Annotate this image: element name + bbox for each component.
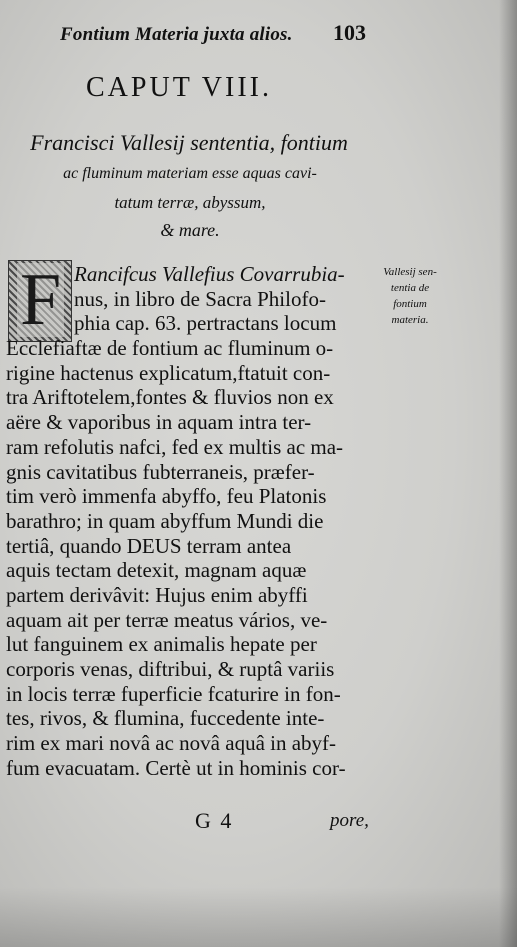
summary-line-4: & mare. <box>160 220 220 240</box>
body-line: tim verò immenfa abyffo, feu Platonis <box>6 484 327 509</box>
chapter-title: CAPUT VIII. <box>86 72 272 103</box>
running-head: Fontium Materia juxta alios. <box>60 24 293 45</box>
page-edge-shadow <box>499 0 517 947</box>
body-line: corporis venas, diftribui, & ruptâ variis <box>6 657 335 681</box>
summary-line-3: tatum terræ, abyssum, <box>114 193 266 212</box>
summary-line-1: Francisci Vallesij sententia, fontium <box>30 130 348 155</box>
body-line: barathro; in quam abyffum Mundi die <box>6 508 324 533</box>
body-line: aëre & vaporibus in aquam intra ter- <box>6 410 312 435</box>
body-text <box>6 262 366 780</box>
body-line: aquis tectam detexit, magnam aquæ <box>6 558 307 583</box>
margin-note <box>370 264 450 328</box>
body-line: tra Ariftotelem,fontes & fluvios non ex <box>6 385 334 410</box>
dropcap-letter: F <box>17 263 64 337</box>
page-bottom-shadow <box>0 887 517 947</box>
body-line: tertiâ, quando DEUS terram antea <box>6 533 292 558</box>
body-line: aquam ait per terræ meatus vários, ve- <box>6 607 328 632</box>
margin-note-line: Vallesij sen- <box>383 266 437 278</box>
body-line: gnis cavitatibus fubterraneis, præfer- <box>6 459 315 484</box>
catchword: pore, <box>330 810 369 831</box>
body-line: ram refolutis nafci, fed ex multis ac ma- <box>6 434 344 459</box>
body-line: lut fanguinem ex animalis hepate per <box>6 632 317 657</box>
body-line: Rancifcus Vallefius Covarrubia- <box>74 262 345 286</box>
summary-line-2: ac fluminum materiam esse aquas cavi- <box>63 165 317 182</box>
margin-note-line: materia. <box>391 314 429 326</box>
body-line: in locis terræ fuperficie fcaturire in fon- <box>6 681 341 706</box>
body-line: phia cap. 63. pertractans locum <box>74 311 337 336</box>
margin-note-line: tentia de <box>390 282 430 294</box>
body-line: Ecclefiaftæ de fontium ac fluminum o- <box>6 336 334 361</box>
margin-note-line: fontium <box>393 298 427 310</box>
signature-mark: G 4 <box>195 808 234 833</box>
body-line: fum evacuatam. Certè ut in hominis cor- <box>6 755 346 780</box>
page-number: 103 <box>333 20 366 45</box>
body-line: rigine hactenus explicatum,ftatuit con- <box>6 360 331 385</box>
body-line: tes, rivos, & flumina, fuccedente inte- <box>6 706 325 731</box>
body-line: rim ex mari novâ ac novâ aquâ in abyf- <box>6 731 337 756</box>
body-line: partem derivâvit: Hujus enim abyffi <box>6 582 308 607</box>
body-line: nus, in libro de Sacra Philofo- <box>74 286 326 311</box>
